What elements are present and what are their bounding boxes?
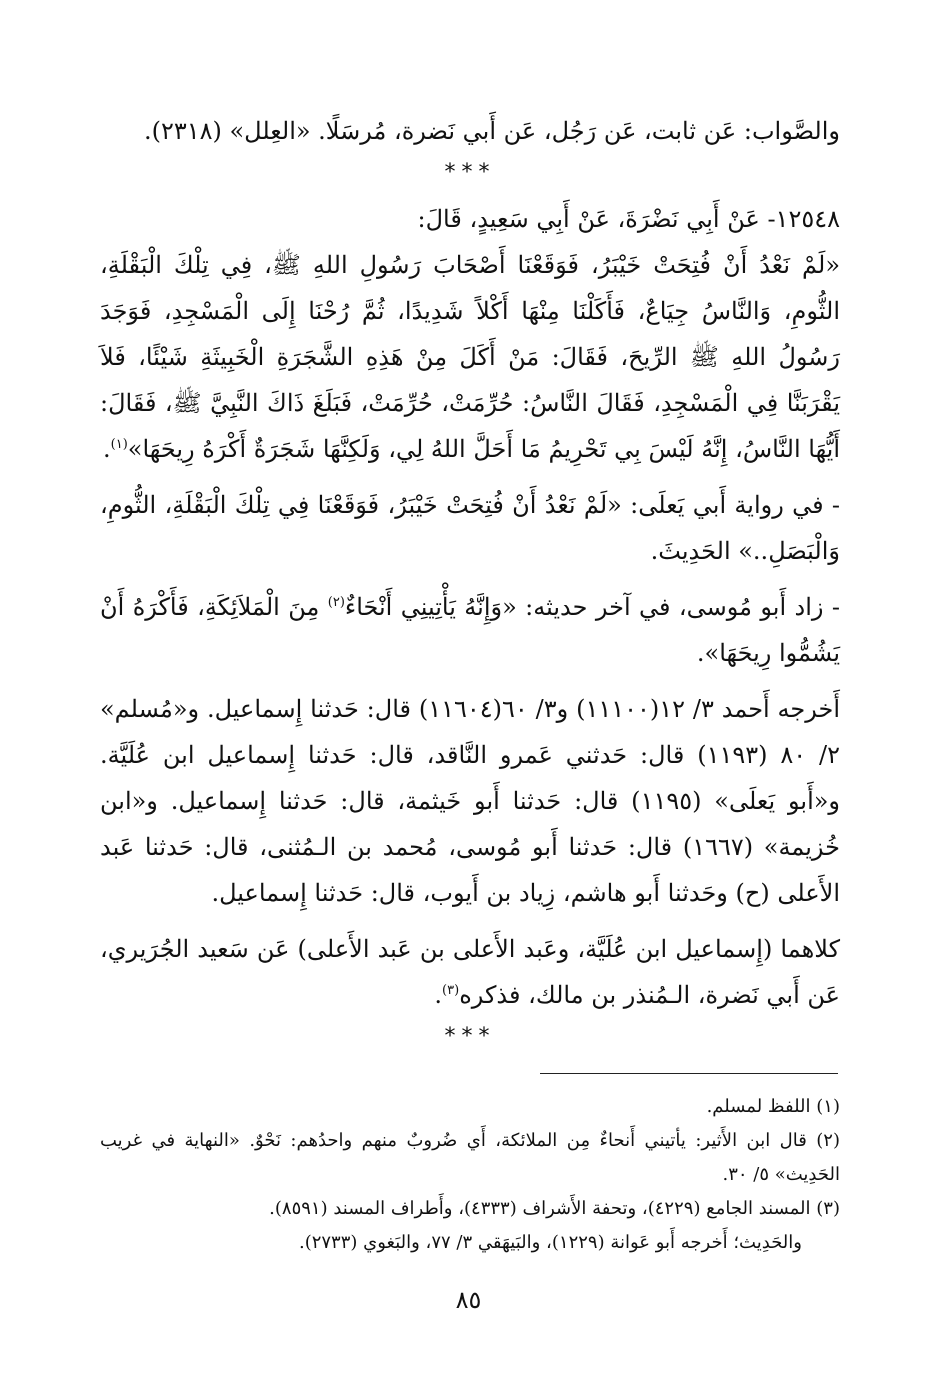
hadith-text-body: «لَمْ نَعْدُ أَنْ فُتِحَتْ خَيْبَرُ، فَوَقَعْنَا أَصْحَابَ رَسُولِ اللهِ ﷺ، فِي تِلْكَ الْبَقْلَةِ، الثُّومِ، وَالنَّاسُ جِيَاعٌ، فَأَكَلْنَا مِنْهَا أَكْلاً شَدِيدًا، ثُمَّ رُحْنَا إِلَى الْمَسْجِدِ، فَوَجَدَ رَسُولُ اللهِ ﷺ الرِّيحَ، فَقَالَ: مَنْ أَكَلَ مِنْ هَذِهِ الشَّجَرَةِ الْخَبِيثَةِ شَيْئًا، فَلاَ يَقْرَبَنَّا فِي الْمَسْجِدِ، فَقَالَ النَّاسُ: حُرِّمَتْ، حُرِّمَتْ، فَبَلَغَ ذَاكَ النَّبِيَّ ﷺ، فَقَالَ: أَيُّهَا النَّاسُ، إِنَّهُ لَيْسَ بِي تَحْرِيمُ مَا أَحَلَّ اللهُ لِي، وَلَكِنَّهَا شَجَرَةٌ أَكْرَهُ رِيحَهَا» — [100, 251, 840, 463]
footnote-1: (١) اللفظ لمسلم. — [706, 1096, 840, 1117]
takhrij-paragraph: أَخرجه أَحمد ٣/ ١٢(١١١٠٠) و٣/ ٦٠(١١٦٠٤) قال: حَدثنا إِسماعيل. و«مُسلم» ٢/ ٨٠ (١١٩٣) قال: حَدثني عَمرو النَّاقد، قال: حَدثنا إِسماعيل ابن عُلَيَّة. و«أَبو يَعلَى» (١١٩٥) قال: حَدثنا أَبو خَيثمة، قال: حَدثنا إِسماعيل. و«ابن خُزيمة» (١٦٦٧) قال: حَدثنا أَبو مُوسى، مُحمد بن الـمُثنى، قال: حَدثنا عَبد الأَعلى (ح) وحَدثنا أَبو هاشم، زِياد بن أَيوب، قال: حَدثنا إِسماعيل. — [100, 695, 841, 907]
kilahuma-paragraph — [100, 926, 840, 1018]
footnote-ref-2[interactable]: (٢) — [327, 595, 345, 610]
hadith-heading: ١٢٥٤٨- عَنْ أَبِي نَضْرَةَ، عَنْ أَبِي سَعِيدٍ، قَالَ: — [417, 205, 840, 233]
footnote-divider — [540, 1073, 838, 1074]
hadith-text: «لَمْ نَعْدُ أَنْ فُتِحَتْ خَيْبَرُ، فَوَقَعْنَا أَصْحَابَ رَسُولِ اللهِ ﷺ، فِي تِلْكَ الْبَقْلَةِ، الثُّومِ، وَالنَّاسُ جِيَاعٌ، فَأَكَلْنَا مِنْهَا أَكْلاً شَدِيدًا، ثُمَّ رُحْنَا إِلَى الْمَسْجِدِ، فَوَجَدَ رَسُولُ اللهِ ﷺ الرِّيحَ، فَقَالَ: مَنْ أَكَلَ مِنْ هَذِهِ الشَّجَرَةِ الْخَبِيثَةِ شَيْئًا، فَلاَ يَقْرَبَنَّا فِي الْمَسْجِدِ، فَقَالَ النَّاسُ: حُرِّمَتْ، حُرِّمَتْ، فَبَلَغَ ذَاكَ النَّبِيَّ ﷺ، فَقَالَ: أَيُّهَا النَّاسُ، إِنَّهُ لَيْسَ بِي تَحْرِيمُ مَا أَحَلَّ اللهُ لِي، وَلَكِنَّهَا شَجَرَةٌ أَكْرَهُ رِيحَهَا»$^{(١)}$. — [100, 251, 840, 463]
page-body — [100, 108, 840, 1060]
footnote-3: (٣) المسند الجامع (٤٢٢٩)، وتحفة الأَشراف (٤٣٣٣)، وأَطراف المسند (٨٥٩١). — [269, 1198, 840, 1219]
abu-musa-text-b: مِنَ الْمَلاَئِكَةِ، فَأَكْرَهُ أَنْ يَشُمُّوا رِيحَهَا». — [100, 593, 840, 667]
abu-yala-variant: - في رواية أَبي يَعلَى: «لَمْ نَعْدُ أَنْ فُتِحَتْ خَيْبَرُ، فَوَقَعْنَا فِي تِلْكَ الْبَقْلَةِ، الثُّومِ، وَالْبَصَلِ..» الحَدِيثَ. — [100, 491, 840, 565]
abu-musa-text-a: - زاد أَبو مُوسى، في آخر حديثه: «وَإِنَّهُ يَأْتِينِي أَنْحَاءٌ — [344, 593, 840, 621]
footnote-ref-3[interactable]: (٣) — [442, 983, 460, 998]
section-separator: *** — [444, 160, 496, 185]
footnotes — [100, 1090, 840, 1260]
kilahuma-text-a: كلاهما (إِسماعيل ابن عُلَيَّة، وعَبد الأَعلى بن عَبد الأَعلى) عَن سَعيد الجُرَيري، عَن أَبي نَضرة، الـمُنذر بن مالك، فذكره — [100, 935, 840, 1009]
abu-musa-variant — [100, 584, 840, 676]
section-separator-end: *** — [444, 1024, 496, 1049]
sawab-paragraph: والصَّواب: عَن ثابت، عَن رَجُل، عَن أَبي نَضرة، مُرسَلًا. «العِلل» (٢٣١٨). — [143, 117, 840, 145]
kilahuma-text-b: . — [434, 981, 443, 1009]
page-number: ٨٥ — [455, 1286, 482, 1314]
footnote-ref-1[interactable]: (١) — [110, 437, 128, 452]
footnote-3-continuation: والحَدِيث؛ أَخرجه أَبو عَوانة (١٢٢٩)، والبَيهَقي ٣/ ٧٧، والبَغوي (٢٧٣٣). — [298, 1232, 802, 1253]
footnote-2: (٢) قال ابن الأَثير: يأتيني أَنحاءٌ مِن الملائكة، أَي ضُروبٌ منهم واحدُهم: نَحْوٌ. «النهاية في غريب الحَدِيث» ٥/ ٣٠. — [100, 1130, 840, 1185]
